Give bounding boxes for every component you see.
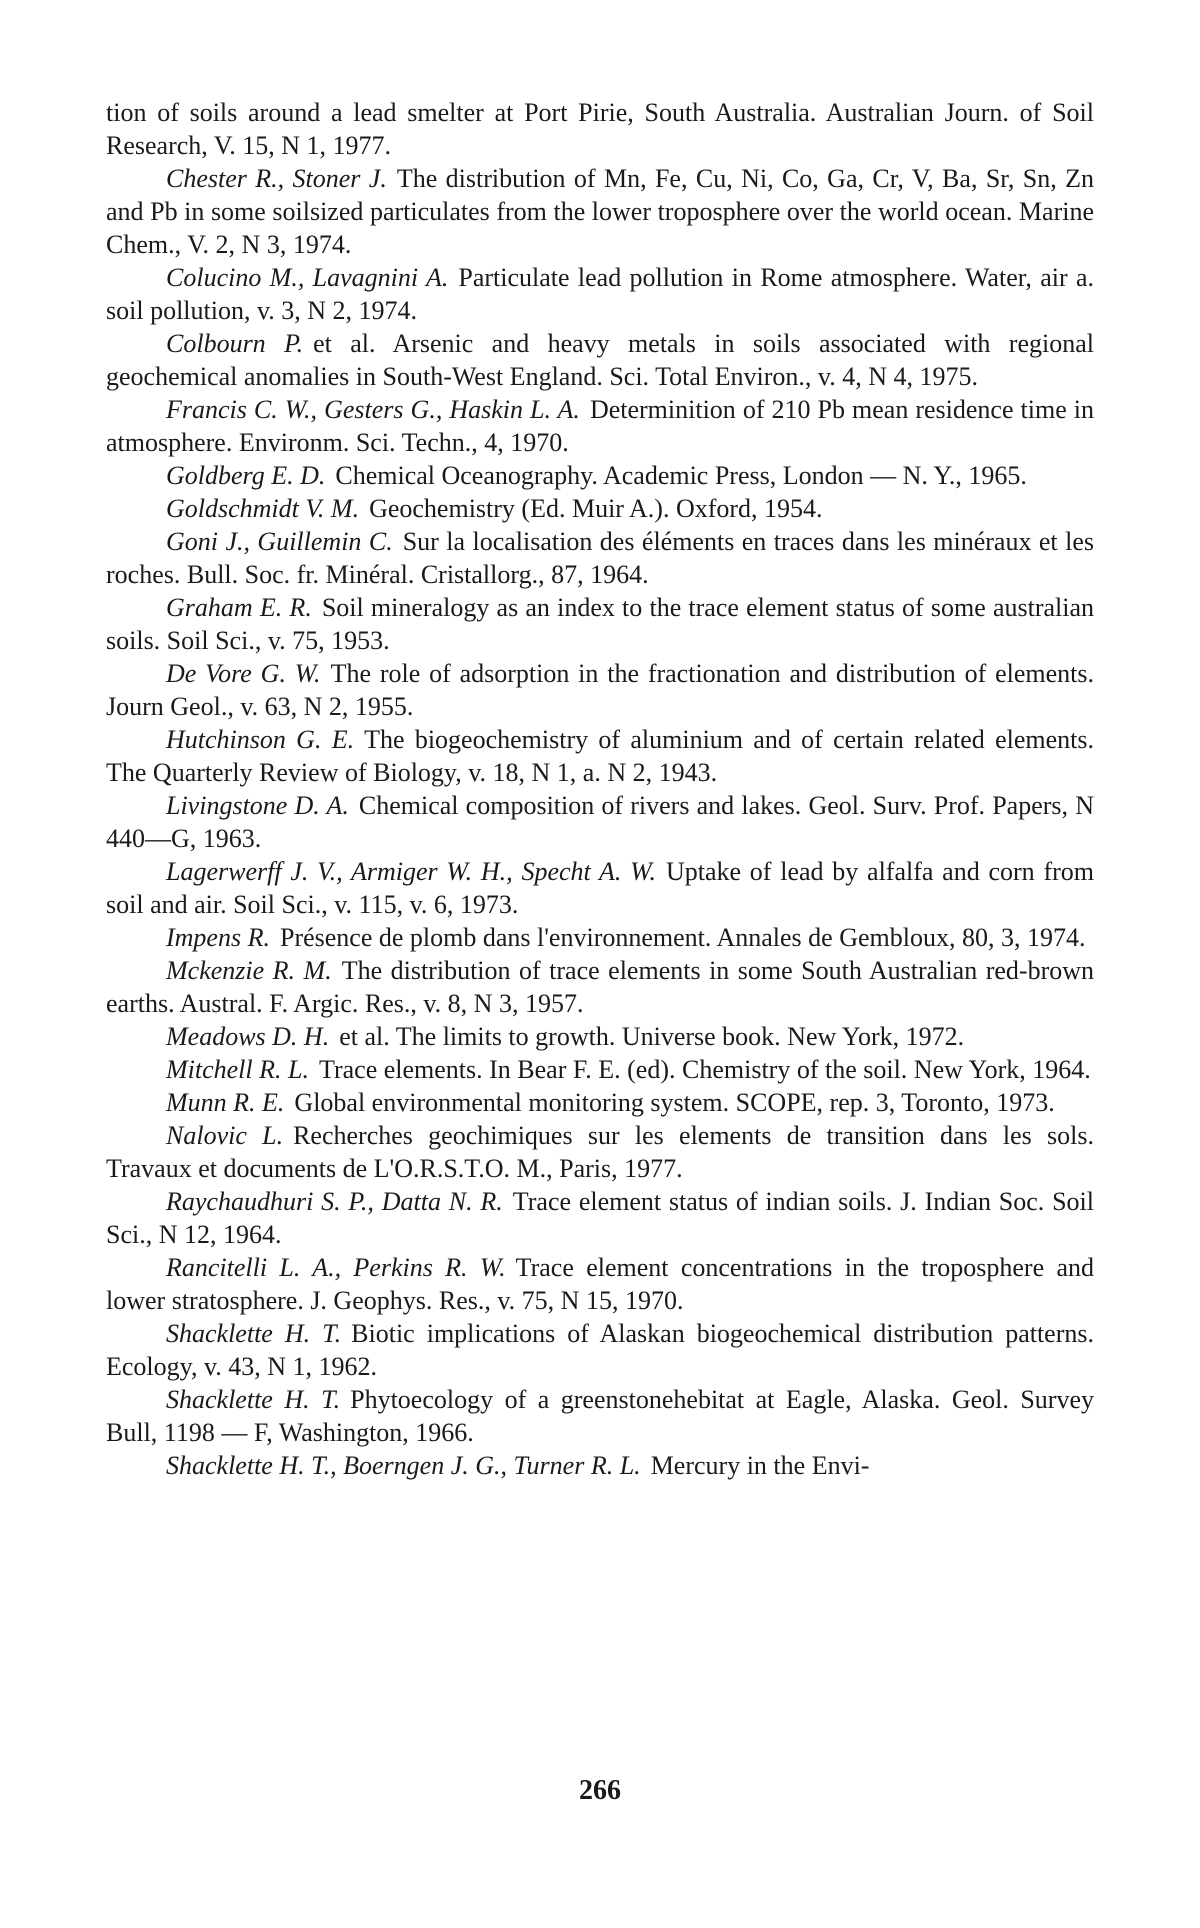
reference-authors: Goldschmidt V. M. <box>166 494 360 523</box>
reference-entry <box>106 525 1094 591</box>
reference-text: Sur la localisation des éléments en traces dans les minéraux et les roches. Bull. Soc. fr. Minéral. Cristallorg., 87, 1964. <box>106 527 1094 589</box>
reference-text: The distribution of trace elements in some South Australian red-brown earths. Austral. F. Argic. Res., v. 8, N 3, 1957. <box>106 956 1094 1018</box>
reference-entry <box>106 261 1094 327</box>
reference-entry <box>106 1251 1094 1317</box>
reference-authors: Impens R. <box>166 923 270 952</box>
reference-text: Chemical Oceanography. Academic Press, London — N. Y., 1965. <box>335 461 1027 490</box>
reference-authors: Meadows D. H. <box>166 1022 330 1051</box>
reference-text: Particulate lead pollution in Rome atmosphere. Water, air a. soil pollution, v. 3, N 2, 1974. <box>106 263 1094 325</box>
reference-authors: Goldberg E. D. <box>166 461 326 490</box>
page-number: 266 <box>579 1775 621 1806</box>
reference-authors: Colucino M., Lavagnini A. <box>166 263 449 292</box>
reference-text: Uptake of lead by alfalfa and corn from soil and air. Soil Sci., v. 115, v. 6, 1973. <box>106 857 1094 919</box>
reference-entry <box>106 921 1094 954</box>
reference-authors: Shacklette H. T. <box>166 1385 341 1414</box>
reference-list <box>106 96 1094 1482</box>
reference-text: Mercury in the Envi- <box>650 1451 870 1480</box>
reference-text: Determinition of 210 Pb mean residence time in atmosphere. Environm. Sci. Techn., 4, 1970. <box>106 395 1094 457</box>
reference-text: Recherches geochimiques sur les elements de transition dans les sols. Travaux et documents de L'O.R.S.T.O. M., Paris, 1977. <box>106 1121 1094 1183</box>
reference-entry <box>106 591 1094 657</box>
reference-text: et al. Arsenic and heavy metals in soils associated with regional geochemical anomalies in South-West England. Sci. Total Environ., v. 4, N 4, 1975. <box>106 329 1094 391</box>
reference-entry <box>106 492 1094 525</box>
reference-entry <box>106 1383 1094 1449</box>
reference-authors: Munn R. E. <box>166 1088 285 1117</box>
reference-authors: Livingstone D. A. <box>166 791 349 820</box>
reference-authors: Chester R., Stoner J. <box>166 164 387 193</box>
reference-text: Trace element concentrations in the troposphere and lower stratosphere. J. Geophys. Res., v. 75, N 15, 1970. <box>106 1253 1094 1315</box>
reference-authors: Mitchell R. L. <box>166 1055 309 1084</box>
reference-text: The distribution of Mn, Fe, Cu, Ni, Co, Ga, Cr, V, Ba, Sr, Sn, Zn and Pb in some soilsized particulates from the lower troposphere over the world ocean. Marine Chem., V. 2, N 3, 1974. <box>106 164 1095 259</box>
reference-text: Chemical composition of rivers and lakes. Geol. Surv. Prof. Papers, N 440—G, 1963. <box>106 791 1094 853</box>
reference-entry <box>106 855 1094 921</box>
reference-entry <box>106 723 1094 789</box>
reference-authors: Graham E. R. <box>166 593 312 622</box>
reference-entry <box>106 1086 1094 1119</box>
reference-entry <box>106 393 1094 459</box>
reference-text: Geochemistry (Ed. Muir A.). Oxford, 1954. <box>369 494 823 523</box>
reference-text: Trace elements. In Bear F. E. (ed). Chemistry of the soil. New York, 1964. <box>318 1055 1091 1084</box>
reference-authors: Shacklette H. T. <box>166 1319 342 1348</box>
reference-entry <box>106 954 1094 1020</box>
reference-text: et al. The limits to growth. Universe book. New York, 1972. <box>339 1022 965 1051</box>
reference-authors: Nalovic L. <box>166 1121 284 1150</box>
reference-entry <box>106 459 1094 492</box>
reference-text: Biotic implications of Alaskan biogeochemical distribution patterns. Ecology, v. 43, N 1, 1962. <box>106 1319 1094 1381</box>
reference-text: Global environmental monitoring system. SCOPE, rep. 3, Toronto, 1973. <box>294 1088 1055 1117</box>
reference-authors: De Vore G. W. <box>166 659 321 688</box>
reference-text: The role of adsorption in the fractionation and distribution of elements. Journ Geol., v. 63, N 2, 1955. <box>106 659 1094 721</box>
reference-authors: Raychaudhuri S. P., Datta N. R. <box>166 1187 503 1216</box>
reference-entry <box>106 1185 1094 1251</box>
reference-entry <box>106 1449 1094 1482</box>
reference-entry <box>106 162 1094 261</box>
reference-authors: Shacklette H. T., Boerngen J. G., Turner R. L. <box>166 1451 641 1480</box>
reference-authors: Hutchinson G. E. <box>166 725 355 754</box>
reference-entry <box>106 1317 1094 1383</box>
reference-text: tion of soils around a lead smelter at Port Pirie, South Australia. Australian Journ. of Soil Research, V. 15, N 1, 1977. <box>106 98 1094 160</box>
reference-text: Présence de plomb dans l'environnement. Annales de Gembloux, 80, 3, 1974. <box>279 923 1086 952</box>
reference-entry <box>106 789 1094 855</box>
reference-authors: Lagerwerff J. V., Armiger W. H., Specht A. W. <box>166 857 656 886</box>
reference-entry <box>106 1119 1094 1185</box>
reference-authors: Goni J., Guillemin C. <box>166 527 393 556</box>
reference-authors: Francis C. W., Gesters G., Haskin L. A. <box>166 395 580 424</box>
reference-text: Phytoecology of a greenstonehebitat at Eagle, Alaska. Geol. Survey Bull, 1198 — F, Washington, 1966. <box>106 1385 1095 1447</box>
reference-entry <box>106 96 1094 162</box>
reference-authors: Rancitelli L. A., Perkins R. W. <box>166 1253 506 1282</box>
reference-entry <box>106 327 1094 393</box>
reference-entry <box>106 657 1094 723</box>
reference-text: Soil mineralogy as an index to the trace element status of some australian soils. Soil Sci., v. 75, 1953. <box>106 593 1095 655</box>
reference-authors: Mckenzie R. M. <box>166 956 332 985</box>
reference-authors: Colbourn P. <box>166 329 304 358</box>
reference-entry <box>106 1020 1094 1053</box>
reference-text: Trace element status of indian soils. J. Indian Soc. Soil Sci., N 12, 1964. <box>106 1187 1095 1249</box>
reference-text: The biogeochemistry of aluminium and of certain related elements. The Quarterly Review of Biology, v. 18, N 1, a. N 2, 1943. <box>106 725 1095 787</box>
reference-entry <box>106 1053 1094 1086</box>
